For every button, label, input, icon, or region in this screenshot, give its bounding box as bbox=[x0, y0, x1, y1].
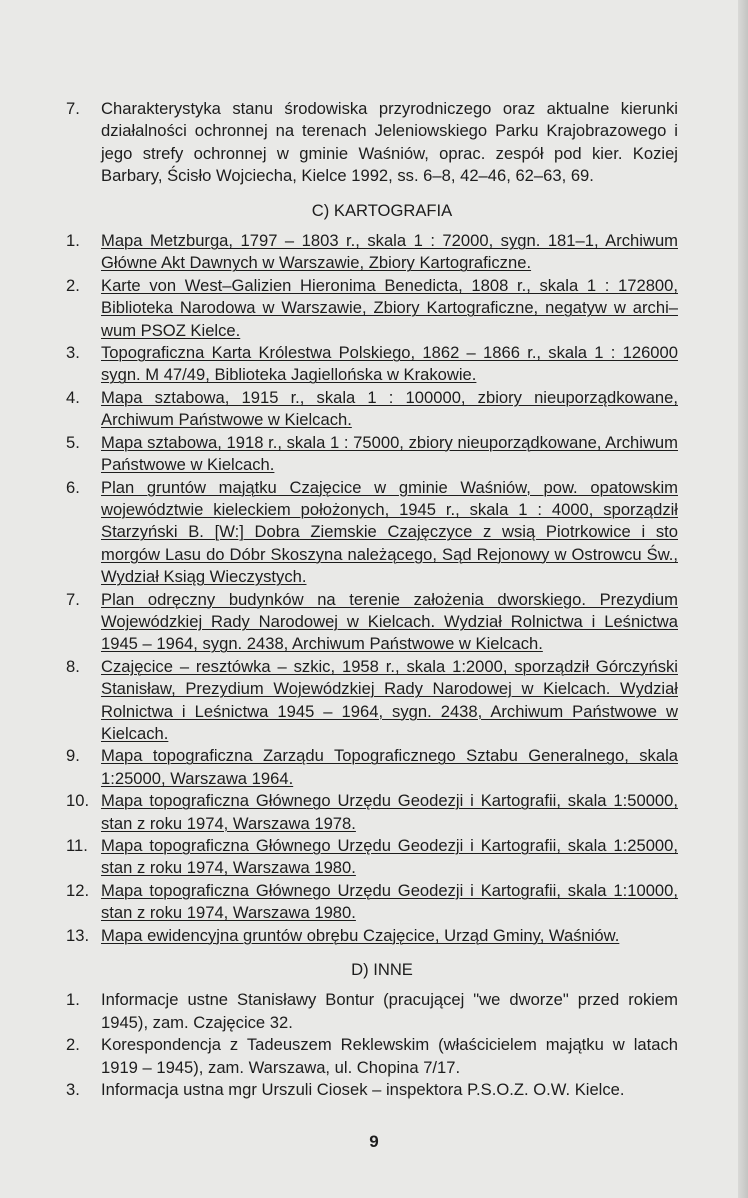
list-item bbox=[66, 745, 678, 790]
item-text: Informacja ustna mgr Urszuli Ciosek – inspektora P.S.O.Z. O.W. Kielce. bbox=[101, 1080, 625, 1100]
item-number: 13. bbox=[66, 925, 90, 945]
list-item bbox=[66, 989, 678, 1034]
item-text: Karte von West–Galizien Hieronima Benedicta, 1808 r., skala 1 : 172800, Biblioteka Narodowa w Warszawie, Zbiory Kartograficzne, negatyw w archi–wum PSOZ Kielce. bbox=[101, 275, 678, 340]
item-number: 3. bbox=[66, 343, 80, 363]
page-number: 9 bbox=[369, 1132, 379, 1151]
list-item bbox=[66, 477, 678, 589]
item-text: Plan odręczny budynków na terenie założenia dworskiego. Prezydium Wojewódzkiej Rady Narodowej w Kielcach. Wydział Rolnictwa i Leśnictwa 1945 – 1964, sygn. 2438, Archiwum Państwowe w Kielcach. bbox=[101, 589, 678, 654]
list-item bbox=[66, 835, 678, 880]
page-edge-shadow bbox=[738, 0, 748, 1198]
item-number: 2. bbox=[66, 275, 80, 295]
item-number: 3. bbox=[66, 1080, 80, 1100]
intro-item bbox=[66, 98, 678, 188]
item-text: Topograficzna Karta Królestwa Polskiego, 1862 – 1866 r., skala 1 : 126000 sygn. M 47/49, Biblioteka Jagiellońska w Krakowie. bbox=[101, 343, 678, 385]
item-text: Informacje ustne Stanisławy Bontur (pracującej "we dworze" przed rokiem 1945), zam. Czajęcice 32. bbox=[101, 990, 678, 1032]
section-d-heading: D) INNE bbox=[351, 960, 413, 980]
item-text: Mapa sztabowa, 1918 r., skala 1 : 75000, zbiory nieuporządkowane, Archiwum Państwowe w Kielcach. bbox=[101, 432, 678, 475]
list-item bbox=[66, 275, 678, 342]
item-number: 10. bbox=[66, 791, 90, 811]
item-number: 9. bbox=[66, 746, 80, 766]
list-item bbox=[66, 1034, 678, 1079]
item-text: Mapa topograficzna Głównego Urzędu Geodezji i Kartografii, skala 1:25000, stan z roku 1974, Warszawa 1980. bbox=[101, 836, 678, 878]
item-text: Mapa topograficzna Zarządu Topograficznego Sztabu Generalnego, skala 1:25000, Warszawa 1964. bbox=[101, 746, 678, 788]
list-item bbox=[66, 880, 678, 925]
item-number: 12. bbox=[66, 880, 90, 900]
item-number: 5. bbox=[66, 432, 80, 452]
item-number: 1. bbox=[66, 990, 80, 1010]
section-c-heading: C) KARTOGRAFIA bbox=[311, 200, 453, 220]
list-item bbox=[66, 1079, 678, 1101]
item-number: 6. bbox=[66, 477, 80, 497]
item-text: Korespondencja z Tadeuszem Reklewskim (właścicielem majątku w latach 1919 – 1945), zam. Warszawa, ul. Chopina 7/17. bbox=[101, 1035, 678, 1077]
list-item bbox=[66, 432, 678, 477]
list-item bbox=[66, 387, 678, 432]
other-sources-list bbox=[66, 989, 678, 1101]
item-text: Mapa sztabowa, 1915 r., skala 1 : 100000, zbiory nieuporządkowane, Archiwum Państwowe w Kielcach. bbox=[101, 387, 678, 430]
item-text: Plan gruntów majątku Czajęcice w gminie Waśniów, pow. opatowskim województwie kieleckiem położonych, 1945 r., skala 1 : 4000, sporządził Starzyński B. [W:] Dobra Ziemskie Czajęczyce z wsią Piotrkowice i sto morgów Lasu do Dóbr Skoszyna należącego, Sąd Rejonowy w Ostrowcu Św., Wydział Ksiąg Wieczystych. bbox=[101, 477, 678, 587]
item-number: 4. bbox=[66, 387, 80, 407]
page-content bbox=[66, 98, 678, 1101]
list-item bbox=[66, 925, 678, 947]
list-item bbox=[66, 342, 678, 387]
list-item bbox=[66, 656, 678, 746]
cartography-list bbox=[66, 230, 678, 947]
item-number: 2. bbox=[66, 1035, 80, 1055]
item-number: 8. bbox=[66, 656, 80, 676]
item-text: Mapa topograficzna Głównego Urzędu Geodezji i Kartografii, skala 1:50000, stan z roku 1974, Warszawa 1978. bbox=[101, 791, 678, 833]
item-text: Mapa topograficzna Głównego Urzędu Geodezji i Kartografii, skala 1:10000, stan z roku 1974, Warszawa 1980. bbox=[101, 880, 678, 923]
list-item bbox=[66, 230, 678, 275]
list-item bbox=[66, 589, 678, 656]
item-text: Czajęcice – resztówka – szkic, 1958 r., skala 1:2000, sporządził Górczyński Stanisław, Prezydium Wojewódzkiej Rady Narodowej w Kielcach. Wydział Rolnictwa i Leśnictwa 1945 – 1964, sygn. 2438, Archiwum Państwowe w Kielcach. bbox=[101, 656, 678, 743]
intro-number: 7. bbox=[66, 99, 80, 118]
item-text: Mapa ewidencyjna gruntów obrębu Czajęcice, Urząd Gminy, Waśniów. bbox=[101, 925, 620, 945]
intro-text: Charakterystyka stanu środowiska przyrodniczego oraz aktualne kierunki działalności ochronnej na terenach Jeleniowskiego Parku Krajobrazowego i jego strefy ochronnej w gminie Waśniów, oprac. zespół pod kier. Koziej Barbary, Ścisło Wojciecha, Kielce 1992, ss. 6–8, 42–46, 62–63, 69. bbox=[101, 99, 678, 186]
item-number: 1. bbox=[66, 231, 80, 251]
item-number: 7. bbox=[66, 589, 80, 609]
list-item bbox=[66, 790, 678, 835]
item-number: 11. bbox=[66, 836, 88, 855]
item-text: Mapa Metzburga, 1797 – 1803 r., skala 1 : 72000, sygn. 181–1, Archiwum Główne Akt Dawnych w Warszawie, Zbiory Kartograficzne. bbox=[101, 231, 678, 273]
